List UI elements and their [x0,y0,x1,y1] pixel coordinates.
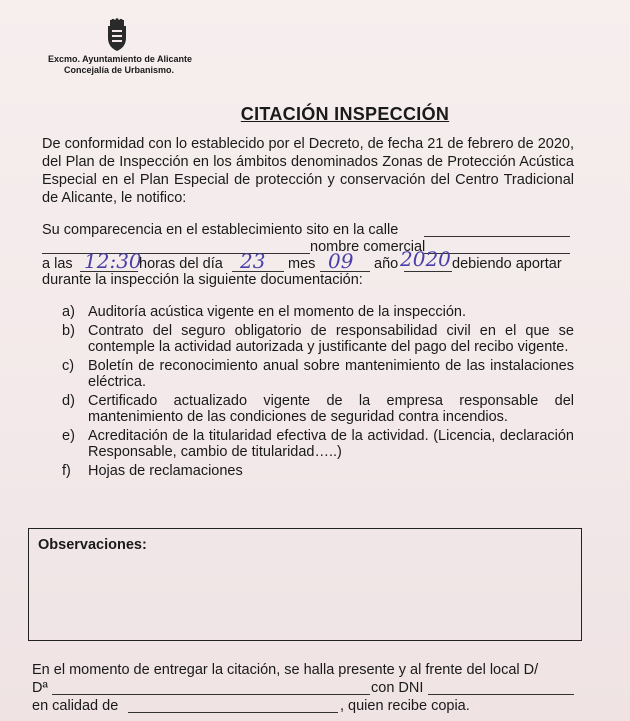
list-item-text: Auditoría acústica vigente en el momento de la inspección. [88,304,467,320]
year-label: año [374,256,399,272]
capacity-label: en calidad de [32,698,119,714]
list-item-text: Contrato del seguro obligatorio de responsabilidad civil en el que se contemple la actividad autorizada y justificante del pago del recibo vigente. [88,322,574,355]
year-field[interactable] [404,271,452,272]
department-name: Concejalía de Urbanismo. [64,65,175,75]
capacity-field[interactable] [128,712,338,713]
list-item [62,304,574,321]
documents-intro: durante la inspección la siguiente documentación: [42,272,363,288]
list-item [62,393,574,426]
receives-copy-text: , quien recibe copia. [340,698,470,714]
list-marker: b) [62,322,75,339]
list-item [62,463,574,480]
month-label: mes [288,256,316,272]
dni-label: con DNI [371,680,424,696]
street-field[interactable] [424,236,570,237]
address-label: Su comparecencia en el establecimiento sito en la calle [42,222,399,238]
list-item-text: Boletín de reconocimiento anual sobre mantenimiento de las instalaciones eléctrica. [88,357,574,390]
intro-paragraph: De conformidad con lo establecido por el Decreto, de fecha 21 de febrero de 2020, del Plan de Inspección en los ámbitos denominados Zonas de Protección Acústica Especial en el Plan Especial de protección y conservación del Centro Tradicional de Alicante, le notifico: [42,136,575,206]
list-marker: e) [62,427,75,444]
month-value: 09 [328,249,354,273]
list-marker: c) [62,357,75,374]
list-marker: d) [62,392,75,409]
documents-list [62,304,574,479]
list-item [62,428,574,461]
list-marker: f) [62,462,71,479]
time-label: a las [42,256,73,272]
dni-field[interactable] [428,694,574,695]
street-field-continued[interactable] [42,253,310,254]
observations-label: Observaciones: [38,537,147,553]
list-marker: a) [62,304,75,320]
list-item-text: Certificado actualizado vigente de la empresa responsable del mantenimiento de las condiciones de seguridad contra incendios. [88,392,574,425]
org-name: Excmo. Ayuntamiento de Alicante [48,54,193,64]
da-label: Dª [32,680,48,696]
time-value: 12:30 [84,249,142,273]
document-title: CITACIÓN INSPECCIÓN [240,104,450,124]
coat-of-arms-icon [104,18,130,52]
trade-name-label: nombre comercial [310,239,426,255]
list-item [62,323,574,356]
list-item-text: Hojas de reclamaciones [88,462,243,479]
day-value: 23 [240,249,266,273]
documents-required-label: debiendo aportar [452,256,562,272]
footer-statement: En el momento de entregar la citación, se halla presente y al frente del local D/ [32,662,539,678]
representative-name-field[interactable] [52,694,370,695]
list-item [62,358,574,391]
list-item-text: Acreditación de la titularidad efectiva de la actividad. (Licencia, declaración Responsable, cambio de titularidad…..) [88,427,574,460]
year-value: 2020 [400,247,451,271]
day-label: horas del día [139,256,223,272]
